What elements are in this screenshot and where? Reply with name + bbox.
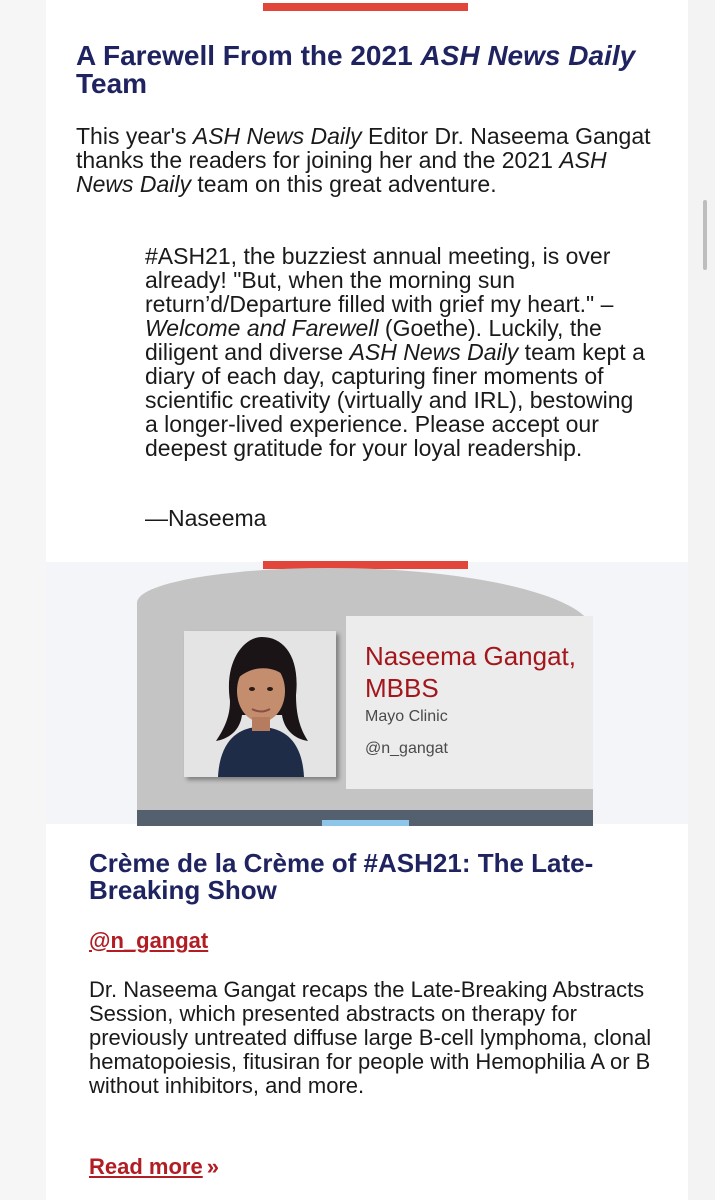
article-title[interactable]: Crème de la Crème of #ASH21: The Late-Breaking Show — [89, 848, 594, 905]
farewell-title[interactable]: A Farewell From the 2021 ASH News Daily Team — [76, 40, 636, 99]
double-chevron-icon: » — [206, 1154, 219, 1179]
profile-photo[interactable] — [184, 631, 336, 777]
left-margin — [0, 0, 46, 1200]
profile-name: Naseema Gangat, MBBS — [365, 641, 577, 703]
farewell-intro: This year's ASH News Daily Editor Dr. Naseema Gangat thanks the readers for joining her and the 2021 ASH News Daily team on this great adventure. — [76, 123, 651, 197]
read-more-link[interactable]: Read more » — [89, 1154, 219, 1179]
section-divider-bar — [263, 3, 468, 11]
farewell-quote: #ASH21, the buzziest annual meeting, is over already! "But, when the morning sun return’d/Departure filled with grief my heart." –Welcome and Farewell (Goethe). Luckily, the diligent and diverse ASH News Daily team kept a diary of each day, capturing finer moments of scientific creativity (virtually and IRL), bestowing a longer-lived experience. Please accept our deepest gratitude for your loyal readership. — [145, 243, 645, 461]
profile-organization: Mayo Clinic — [365, 708, 448, 725]
farewell-signature: —Naseema — [145, 505, 267, 531]
scrollbar-thumb[interactable] — [703, 200, 707, 270]
right-margin — [688, 0, 715, 1200]
person-portrait-icon — [184, 631, 336, 777]
banner-accent-strip — [322, 820, 409, 826]
author-handle-link[interactable]: @n_gangat — [89, 928, 209, 953]
article-summary: Dr. Naseema Gangat recaps the Late-Breaking Abstracts Session, which presented abstracts on therapy for previously untreated diffuse large B-cell lymphoma, clonal hematopoiesis, fitusiran for people with Hemophilia A or B without inhibitors, and more. — [89, 977, 652, 1098]
profile-handle: @n_gangat — [365, 740, 448, 757]
